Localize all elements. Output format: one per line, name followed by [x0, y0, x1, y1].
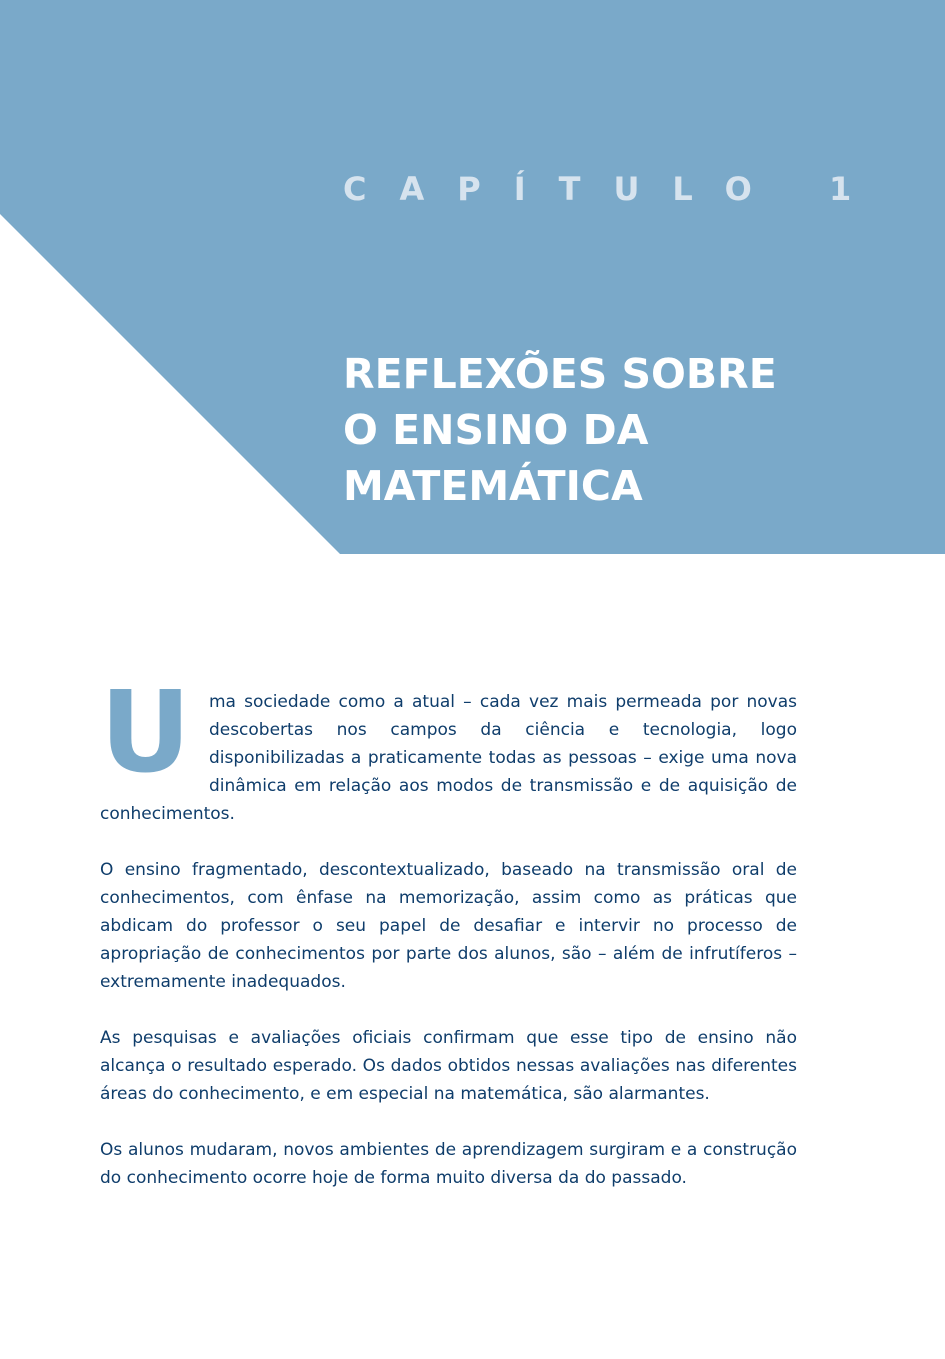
paragraph-1-text: ma sociedade como a atual – cada vez mais permeada por novas descobertas nos campos da ciência e tecnologia, logo disponibilizadas a praticamente todas as pessoas – exige uma nova dinâmica em relação aos modos de transmissão e de aquisição de conhecimentos.	[100, 692, 797, 824]
chapter-title-line-1: REFLEXÕES SOBRE	[343, 350, 777, 398]
chapter-title	[343, 346, 903, 514]
paragraph-4: Os alunos mudaram, novos ambientes de aprendizagem surgiram e a construção do conhecimento ocorre hoje de forma muito diversa da do passado.	[100, 1140, 797, 1188]
paragraph-3: As pesquisas e avaliações oficiais confirmam que esse tipo de ensino não alcança o resultado esperado. Os dados obtidos nessas avaliações nas diferentes áreas do conhecimento, e em especial na matemática, são alarmantes.	[100, 1028, 797, 1104]
paragraph-1	[100, 668, 797, 828]
drop-cap: U	[100, 668, 191, 798]
chapter-title-line-2: O ENSINO DA	[343, 406, 649, 454]
body-text	[100, 668, 797, 1220]
chapter-label: CAPÍTULO 1	[343, 170, 885, 208]
chapter-title-line-3: MATEMÁTICA	[343, 462, 643, 510]
paragraph-2: O ensino fragmentado, descontextualizado, baseado na transmissão oral de conhecimentos, com ênfase na memorização, assim como as práticas que abdicam do professor o seu papel de desafiar e intervir no processo de apropriação de conhecimentos por parte dos alunos, são – além de infrutíferos – extremamente inadequados.	[100, 860, 797, 992]
